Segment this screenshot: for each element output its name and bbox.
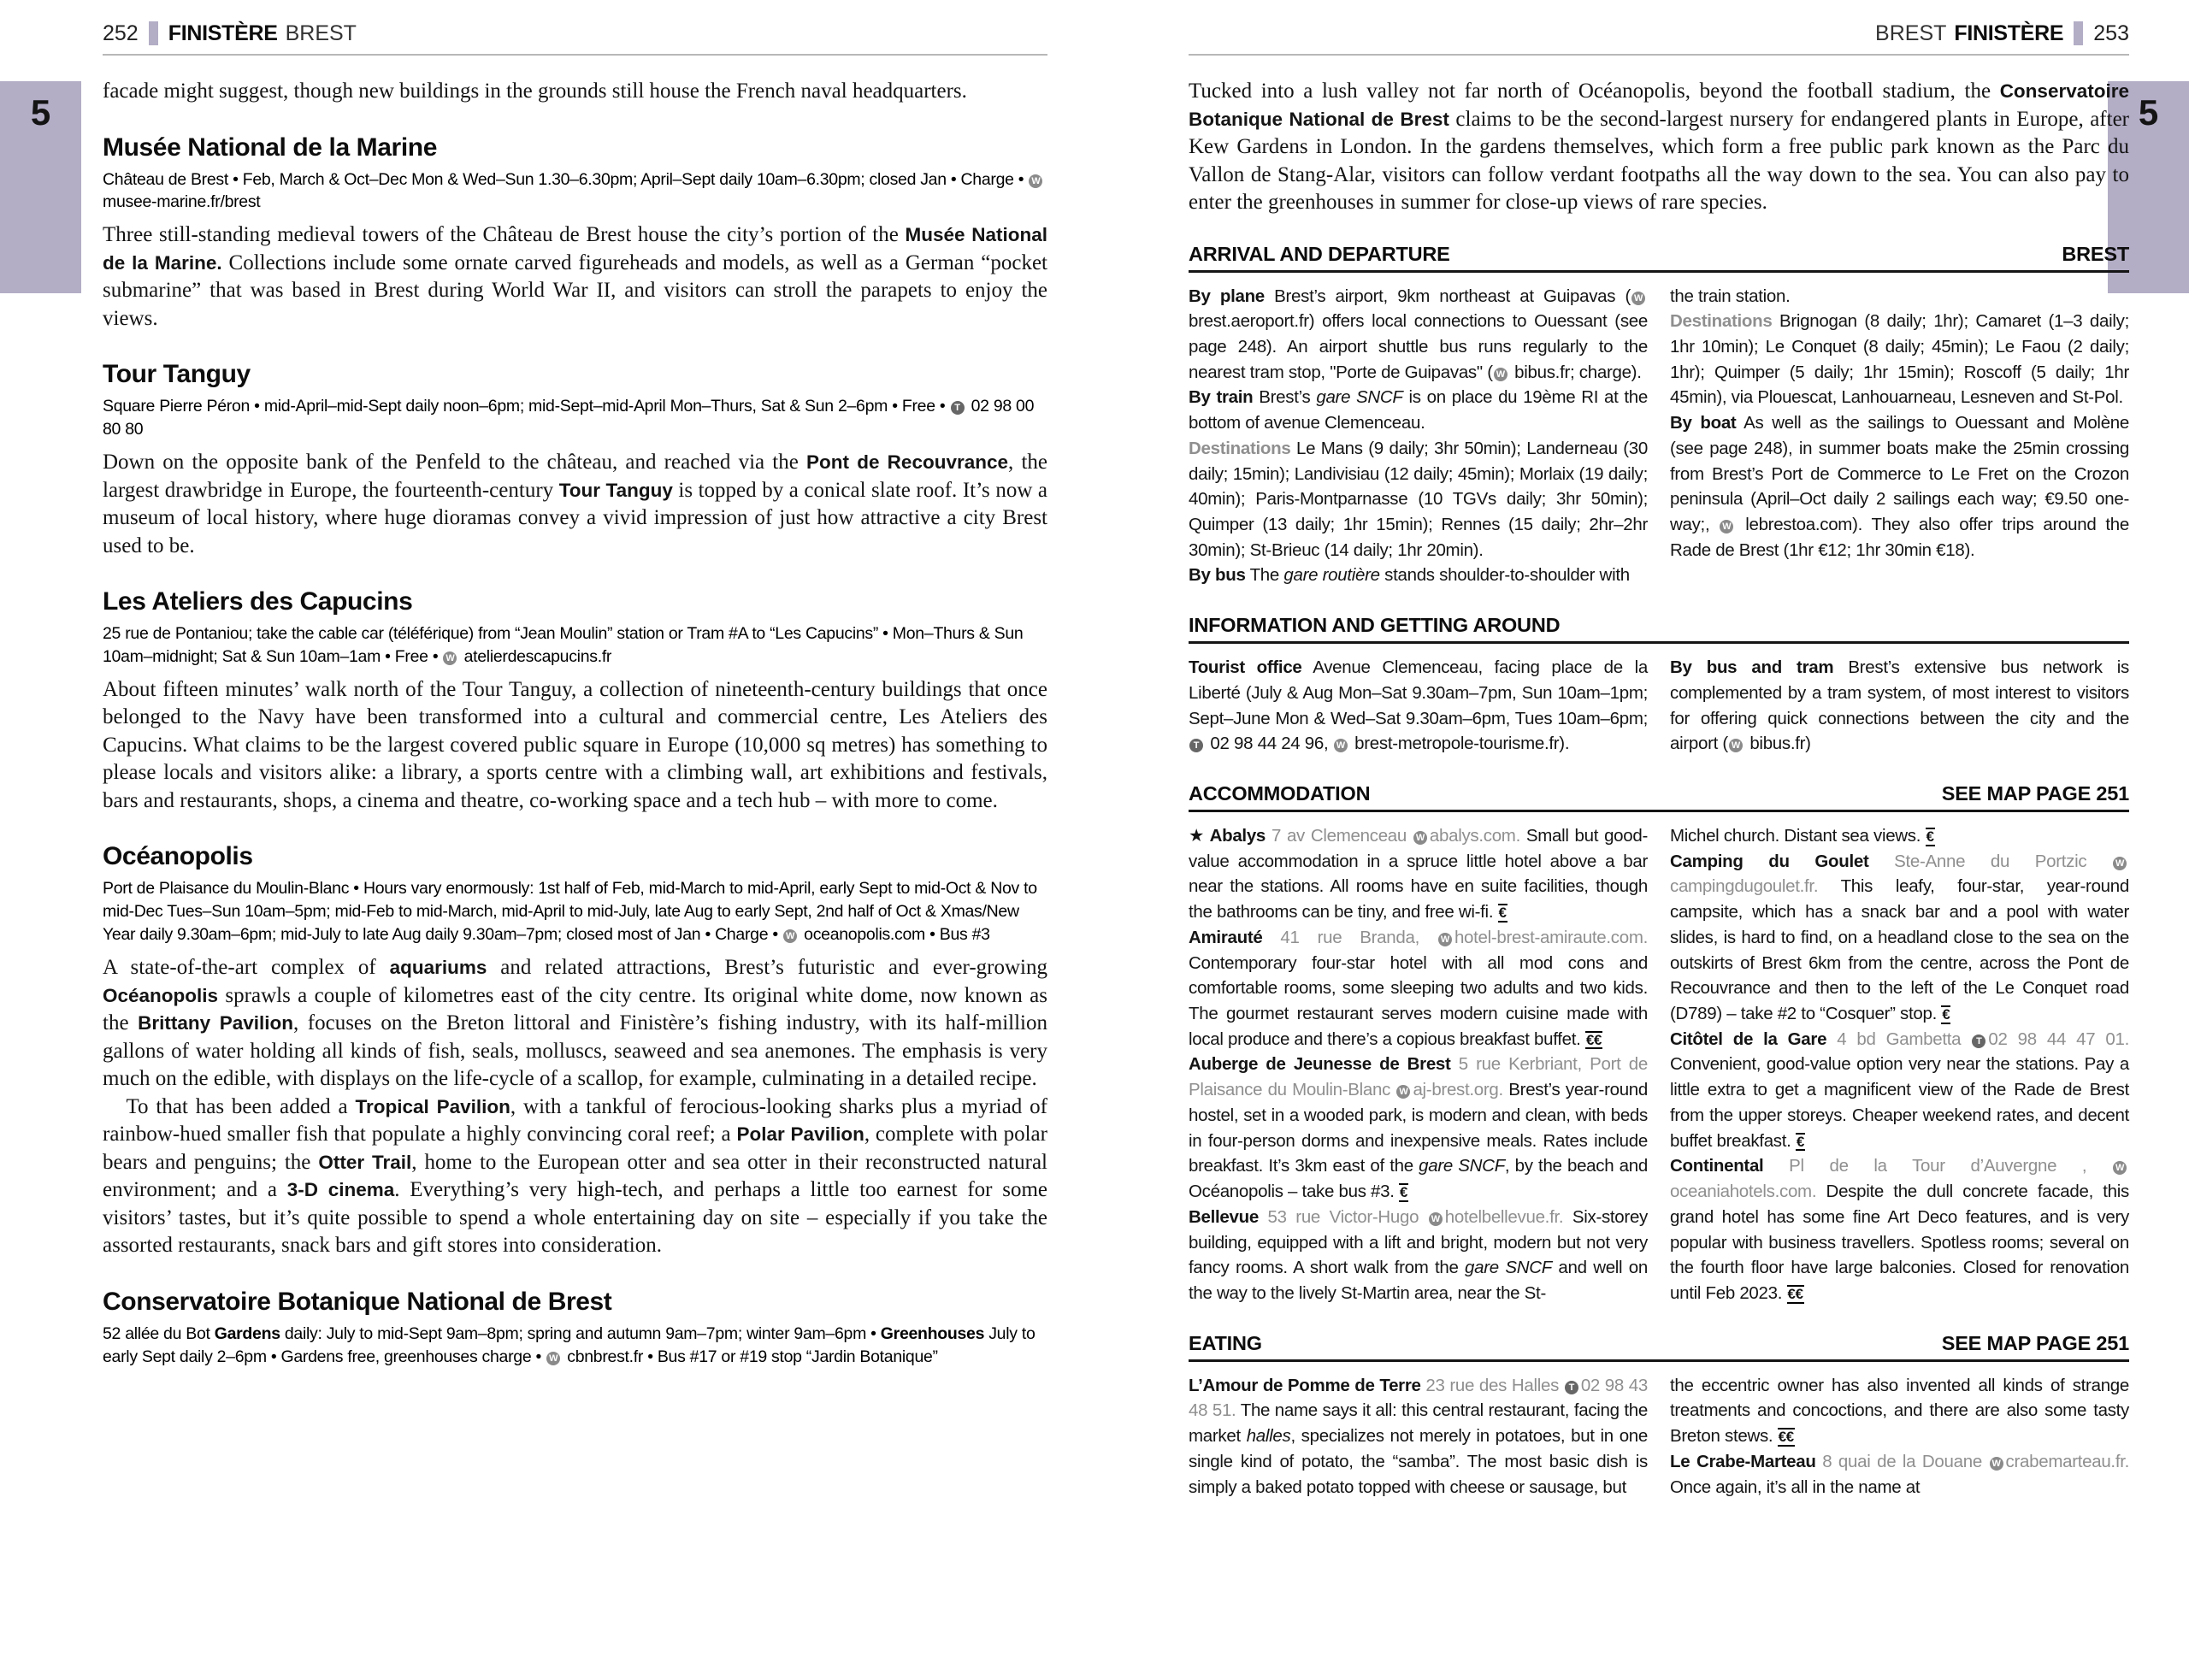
- paragraph: [1670, 655, 2129, 757]
- text-segment: Brest’s airport, 9km northeast at Guipavas (: [1264, 286, 1631, 306]
- paragraph: [1670, 284, 2129, 309]
- page-252: [103, 17, 1047, 1376]
- text-segment: aquariums: [389, 957, 487, 979]
- text-segment: Musée National de la Marine.: [103, 224, 1047, 274]
- header-region-label: FINISTÈRE: [168, 21, 278, 45]
- text-segment: gare SNCF: [1419, 1156, 1505, 1176]
- price-category-icon: €: [1796, 1133, 1804, 1150]
- website-icon: W: [1729, 739, 1743, 752]
- text-segment: 53 rue Victor-Hugo: [1258, 1206, 1428, 1227]
- text-segment: Conservatoire Botanique National de Brest: [1189, 80, 2129, 130]
- text-segment: By bus and tram: [1670, 657, 1834, 678]
- section-title: EATING: [1189, 1331, 1262, 1354]
- text-segment: Port de Plaisance du Moulin-Blanc • Hours vary enormously: 1st half of Feb, mid-March to mid-April, early Sept to mid-Oct & Nov to mid-Dec Tues–Sun 10am–5pm; mid-Feb to mid-March, mid-April to mid-July, late Aug to early Sept, 2nd half of Oct & Xmas/New Year daily 9.30am–6pm; mid-July to late Aug daily 9.30am–7pm; closed most of Jan • Charge •: [103, 879, 1037, 945]
- text-segment: Square Pierre Péron • mid-April–mid-Sept daily noon–6pm; mid-Sept–mid-April Mon–Thurs, Sat & Sun 2–6pm • Free •: [103, 397, 950, 416]
- text-segment: Continental: [1670, 1156, 1764, 1176]
- paragraph: [1189, 655, 1648, 757]
- text-segment: and well on the way to the lively St-Martin area, near the St-: [1189, 1258, 1648, 1303]
- text-segment: Tucked into a lush valley not far north of Océanopolis, beyond the football stadium, the: [1189, 80, 2000, 103]
- text-segment: 4 bd Gambetta: [1826, 1029, 1972, 1049]
- section-right-label: BREST: [2062, 242, 2129, 265]
- text-segment: Brest’s: [1253, 387, 1317, 408]
- sight-body: [103, 954, 1047, 1260]
- website-icon: W: [443, 651, 457, 665]
- text-segment: Brest’s year-round hostel, set in a wooded park, is modern and clean, with beds in four-person dorms and inexpensive meals. Rates include breakfast. It’s 3km east of the: [1189, 1080, 1648, 1176]
- text-segment: , the largest drawbridge in Europe, the fourteenth-century: [103, 451, 1047, 502]
- text-segment: Camping du Goulet: [1670, 851, 1869, 871]
- text-segment: Contemporary four-star hotel with all mod cons and comfortable rooms, some sleeping two adults and two kids. The gourmet restaurant serves modern cuisine made with local produce and there’s a copious breakfast buffet.: [1189, 952, 1648, 1049]
- text-segment: Brittany Pavilion: [138, 1012, 293, 1035]
- text-segment: Le Crabe-Marteau: [1670, 1451, 1816, 1471]
- column-left: [1189, 655, 1648, 757]
- column-left: [1189, 284, 1648, 589]
- text-segment: facade might suggest, though new buildings in the grounds still house the French naval headquarters.: [103, 80, 967, 103]
- text-segment: crabemarteau.fr.: [2005, 1451, 2130, 1471]
- text-segment: By boat: [1670, 413, 1737, 433]
- star-pick-icon: ★: [1189, 826, 1206, 846]
- text-segment: Abalys: [1209, 826, 1266, 846]
- section-header-accommodation: [1189, 782, 2129, 812]
- text-segment: Brignogan (8 daily; 1hr); Camaret (1–3 daily; 1hr 10min); Le Conquet (8 daily; 45min); Le Faou (2 daily; 1hr); Quimper (5 daily; 1hr 15min); Roscoff (5 daily; 1hr 45min), via Plouescat, Lanhouarneau, Lesneven and St-Pol.: [1670, 311, 2129, 408]
- text-segment: 5 rue Kerbriant, Port de Plaisance du Moulin-Blanc: [1189, 1054, 1648, 1100]
- website-icon: W: [1631, 292, 1645, 305]
- paragraph: [1670, 1449, 2129, 1500]
- website-icon: W: [546, 1352, 560, 1365]
- paragraph: [1670, 849, 2129, 1027]
- text-segment: hotel-brest-amiraute.com.: [1454, 927, 1648, 947]
- website-icon: W: [1494, 368, 1508, 381]
- text-segment: Tourist office: [1189, 657, 1302, 678]
- header-accent-bar: [149, 21, 158, 45]
- sight-info-line: [103, 877, 1047, 946]
- text-segment: claims to be the second-largest nursery for endangered plants in Europe, after Kew Gardens in London. In the gardens themselves, which form a free public park known as the Parc du Vallon de Stang-Alar, visitors can follow verdant footpaths all the way down to the sea. You can also pay to enter the greenhouses in summer for close-up views of rare species.: [1189, 107, 2129, 214]
- text-segment: Michel church. Distant sea views.: [1670, 826, 1926, 846]
- paragraph: [1670, 410, 2129, 563]
- paragraph: [1670, 1153, 2129, 1306]
- section-title: INFORMATION AND GETTING AROUND: [1189, 614, 1561, 637]
- text-segment: Brest’s extensive bus network is complemented by a tram system, of most interest to visitors for offering quick connections between the city and the airport (: [1670, 657, 2129, 754]
- text-segment: 02 98 43 48 51.: [1189, 1375, 1648, 1421]
- paragraph: [1189, 1205, 1648, 1306]
- header-place-label: BREST: [285, 21, 357, 45]
- price-category-icon: €: [1400, 1184, 1408, 1201]
- text-segment: Destinations: [1670, 311, 1773, 332]
- website-icon: W: [1990, 1457, 2003, 1471]
- sight-title: Conservatoire Botanique National de Brest: [103, 1287, 612, 1316]
- paragraph: [103, 954, 1047, 1093]
- section-title: ARRIVAL AND DEPARTURE: [1189, 242, 1450, 265]
- header-region-label: FINISTÈRE: [1954, 21, 2064, 45]
- sight-info-line: [103, 395, 1047, 441]
- paragraph: [1189, 436, 1648, 563]
- text-segment: 02 98 00 80 80: [103, 397, 1035, 439]
- text-segment: Otter Trail: [318, 1151, 412, 1173]
- text-segment: 02 98 44 24 96,: [1206, 734, 1333, 754]
- page-253: [1189, 17, 2129, 1500]
- text-segment: By train: [1189, 387, 1254, 408]
- text-segment: brest.aeroport.fr) offers local connections to Ouessant (see page 248). An airport shuttle bus runs regularly to the nearest tram stop, "Porte de Guipavas" (: [1189, 311, 1648, 382]
- text-segment: , home to the European otter and sea otter in their reconstructed natural environment; and a: [103, 1150, 1047, 1202]
- text-segment: Auberge de Jeunesse de Brest: [1189, 1054, 1451, 1075]
- text-segment: Six-storey building, equipped with a lift and bright, modern but not very fancy rooms. A short walk from the: [1189, 1206, 1648, 1278]
- chapter-number: 5: [30, 92, 51, 133]
- text-segment: oceanopolis.com • Bus #3: [799, 925, 990, 945]
- text-segment: L’Amour de Pomme de Terre: [1189, 1375, 1421, 1395]
- sight-title: Les Ateliers des Capucins: [103, 587, 413, 616]
- paragraph: [1189, 1373, 1648, 1500]
- text-segment: Once again, it’s all in the name at: [1670, 1477, 1921, 1497]
- text-segment: Collections include some ornate carved figureheads and models, as well as a German “pocket submarine” that was based in Brest during World War II, and visitors can stroll the parapets to enjoy the views.: [103, 251, 1048, 330]
- sight-info-line: [103, 168, 1047, 215]
- phone-icon: T: [1565, 1381, 1578, 1394]
- website-icon: W: [1396, 1085, 1410, 1099]
- column-right: [1670, 823, 2129, 1306]
- text-segment: To that has been added a: [126, 1094, 356, 1118]
- website-icon: W: [1438, 933, 1452, 946]
- text-segment: musee-marine.fr/brest: [103, 192, 261, 212]
- paragraph: [1189, 284, 1648, 386]
- website-icon: W: [1334, 739, 1348, 752]
- text-segment: brest-metropole-tourisme.fr).: [1349, 734, 1570, 754]
- text-segment: 3-D cinema: [286, 1179, 395, 1201]
- price-category-icon: €: [1926, 828, 1934, 845]
- text-segment: 41 rue Branda,: [1262, 927, 1437, 947]
- text-segment: Destinations: [1189, 438, 1291, 458]
- text-segment: Citôtel de la Gare: [1670, 1029, 1827, 1049]
- text-segment: A state-of-the-art complex of: [103, 956, 390, 980]
- price-category-icon: €€: [1787, 1285, 1803, 1302]
- text-segment: Polar Pavilion: [736, 1123, 864, 1146]
- section-title: ACCOMMODATION: [1189, 782, 1371, 805]
- text-segment: the train station.: [1670, 286, 1791, 306]
- text-segment: the eccentric owner has also invented all kinds of strange treatments and concoctions, and there are also some tasty Breton stews.: [1670, 1375, 2129, 1447]
- text-segment: , by the beach and Océanopolis – take bus #3.: [1189, 1156, 1648, 1202]
- text-segment: Down on the opposite bank of the Penfeld to the château, and reached via the: [103, 451, 807, 475]
- paragraph: [1670, 823, 2129, 849]
- text-segment: Pl de la Tour d’Auvergne ,: [1763, 1156, 2112, 1176]
- text-segment: 23 rue des Halles: [1420, 1375, 1564, 1395]
- text-segment: gare routière: [1283, 565, 1380, 586]
- chapter-tab-left: [0, 81, 81, 293]
- price-category-icon: €: [1942, 1006, 1950, 1023]
- paragraph: [1189, 385, 1648, 435]
- paragraph: [103, 676, 1047, 816]
- section-columns: [1189, 823, 2129, 1306]
- text-segment: , complete with polar bears and penguins; the: [103, 1123, 1047, 1174]
- intro-continuation: [103, 78, 1047, 106]
- paragraph: [1189, 823, 1648, 925]
- paragraph: [103, 221, 1047, 333]
- chapter-number: 5: [2138, 92, 2159, 133]
- section-right-label: SEE MAP PAGE 251: [1941, 782, 2129, 805]
- paragraph: [1670, 309, 2129, 410]
- intro-paragraph: [1189, 78, 2129, 217]
- paragraph: [103, 1093, 1047, 1260]
- phone-icon: T: [951, 401, 965, 415]
- text-segment: halles: [1246, 1426, 1291, 1447]
- paragraph: [1189, 1052, 1648, 1204]
- text-segment: daily: July to mid-Sept 9am–8pm; spring and autumn 9am–7pm; winter 9am–6pm •: [280, 1323, 881, 1343]
- section-header-information: [1189, 614, 2129, 644]
- page-header-right: [1189, 17, 2129, 50]
- text-segment: 52 allée du Bot: [103, 1323, 215, 1343]
- website-icon: W: [2113, 1161, 2127, 1175]
- website-icon: W: [1720, 520, 1733, 533]
- section-columns: [1189, 1373, 2129, 1500]
- paragraph: [1670, 1373, 2129, 1449]
- price-category-icon: €€: [1778, 1429, 1794, 1446]
- page-number: 253: [2093, 21, 2129, 45]
- sight-title: Océanopolis: [103, 842, 253, 871]
- text-segment: By plane: [1189, 286, 1265, 306]
- page-number: 252: [103, 21, 139, 45]
- text-segment: oceaniahotels.com.: [1670, 1182, 1817, 1202]
- text-segment: Small but good-value accommodation in a spruce little hotel above a bar near the stations. All rooms have en suite facilities, though the bathrooms can be tiny, and free wi-fi.: [1189, 826, 1648, 923]
- text-segment: gare SNCF: [1316, 387, 1403, 408]
- text-segment: hotelbellevue.fr.: [1444, 1206, 1564, 1227]
- text-segment: and related attractions, Brest’s futuristic and ever-growing: [487, 956, 1048, 980]
- text-segment: 02 98 44 47 01.: [1988, 1029, 2129, 1049]
- text-segment: campingdugoulet.fr.: [1670, 876, 1819, 897]
- column-left: [1189, 1373, 1648, 1500]
- text-segment: is on place du 19ème RI at the bottom of avenue Clemenceau.: [1189, 387, 1648, 433]
- text-segment: About fifteen minutes’ walk north of the Tour Tanguy, a collection of nineteenth-century buildings that once belonged to the Navy have been transformed into a cultural and commercial centre, Les Ateliers des Capucins. What claims to be the largest covered public square in Europe (10,000 sq metres) has something to please locals and visitors alike: a library, a sports centre with a climbing wall, art exhibitions and festivals, bars and restaurants, shops, a cinema and theatre, co-working space and a tech hub – with more to come.: [103, 677, 1047, 812]
- text-segment: atelierdescapucins.fr: [459, 647, 612, 667]
- text-segment: , specializes not merely in potatoes, but in one single kind of potato, the “samba”. The most basic dish is simply a baked potato topped with cheese or sausage, but: [1189, 1426, 1649, 1497]
- text-segment: lebrestoa.com). They also offer trips around the Rade de Brest (1hr €12; 1hr 30min €18).: [1670, 514, 2129, 560]
- sight-body: [103, 676, 1047, 816]
- text-segment: aj-brest.org.: [1413, 1080, 1503, 1100]
- column-right: [1670, 655, 2129, 757]
- text-segment: stands shoulder-to-shoulder with: [1379, 565, 1630, 586]
- paragraph: [103, 449, 1047, 560]
- website-icon: W: [1429, 1212, 1443, 1226]
- website-icon: W: [2113, 857, 2127, 870]
- sight-info-line: [103, 1323, 1047, 1369]
- text-segment: abalys.com.: [1429, 826, 1520, 846]
- section-right-label: SEE MAP PAGE 251: [1941, 1331, 2129, 1354]
- text-segment: Avenue Clemenceau, facing place de la Liberté (July & Aug Mon–Sat 9.30am–7pm, Sun 10am–1pm; Sept–June Mon & Wed–Sat 9.30am–6pm, Tues 10am–6pm;: [1189, 657, 1648, 728]
- text-segment: sprawls a couple of kilometres east of the city centre. Its original white dome, now known as the: [103, 983, 1047, 1035]
- text-segment: The name says it all: this central restaurant, facing the market: [1189, 1400, 1648, 1447]
- paragraph: [1189, 563, 1648, 588]
- text-segment: July to early Sept daily 2–6pm • Gardens free, greenhouses charge •: [103, 1323, 1035, 1366]
- text-segment: cbnbrest.fr • Bus #17 or #19 stop “Jardin Botanique”: [563, 1347, 938, 1366]
- website-icon: W: [783, 929, 797, 943]
- text-segment: As well as the sailings to Ouessant and Molène (see page 248), in summer boats make the 25min crossing from Brest’s Port de Commerce to Le Fret on the Crozon peninsula (April–Oct daily 2 sailings each way; €9.50 one-way;,: [1670, 413, 2129, 534]
- paragraph: [1189, 925, 1648, 1052]
- header-place-label: BREST: [1875, 21, 1947, 45]
- text-segment: bibus.fr): [1744, 734, 1811, 754]
- text-segment: gare SNCF: [1465, 1258, 1552, 1278]
- column-right: [1670, 1373, 2129, 1500]
- paragraph: [1670, 1027, 2129, 1154]
- text-segment: Despite the dull concrete facade, this grand hotel has some fine Art Deco features, and is very popular with business travellers. Spotless rooms; several on the fourth floor have large balconies. Closed for renovation until Feb 2023.: [1670, 1182, 2129, 1303]
- text-segment: Bellevue: [1189, 1206, 1259, 1227]
- website-icon: W: [1029, 174, 1042, 188]
- price-category-icon: €: [1498, 905, 1507, 922]
- section-header-eating: [1189, 1332, 2129, 1362]
- text-segment: Tour Tanguy: [558, 479, 673, 501]
- text-segment: bibus.fr; charge).: [1509, 362, 1642, 382]
- text-segment: Océanopolis: [103, 984, 219, 1006]
- price-category-icon: €€: [1585, 1031, 1602, 1048]
- text-segment: Greenhouses: [880, 1323, 985, 1343]
- paragraph: [1189, 78, 2129, 217]
- text-segment: 7 av Clemenceau: [1266, 826, 1413, 846]
- text-segment: is topped by a conical slate roof. It’s now a museum of local history, where huge dioramas convey a vivid impression of just how attractive a city Brest used to be.: [103, 478, 1047, 557]
- text-segment: By bus: [1189, 565, 1246, 586]
- page-header-left: [103, 17, 1047, 50]
- text-segment: Three still-standing medieval towers of the Château de Brest house the city’s portion of the: [103, 223, 906, 247]
- column-left: [1189, 823, 1648, 1306]
- text-segment: Château de Brest • Feb, March & Oct–Dec Mon & Wed–Sun 1.30–6.30pm; April–Sept daily 10am–6.30pm; closed Jan • Charge •: [103, 169, 1029, 189]
- column-right: [1670, 284, 2129, 589]
- text-segment: This leafy, four-star, year-round campsite, which has a snack bar and a pool with water slides, is hard to find, on a headland close to the sea on the outskirts of Brest 6km from the centre, across the Pont de Recouvrance and then to the left of the Le Conquet road (D789) – take #2 to “Cosquer” stop.: [1670, 876, 2129, 1024]
- text-segment: Tropical Pavilion: [355, 1095, 510, 1117]
- phone-icon: T: [1189, 739, 1203, 752]
- text-segment: , with a tankful of ferocious-looking sharks plus a myriad of rainbow-hued smaller fish that populate a highly convincing coral reef; a: [103, 1094, 1047, 1147]
- text-segment: Pont de Recouvrance: [806, 451, 1008, 474]
- text-segment: 25 rue de Pontaniou; take the cable car (téléférique) from “Jean Moulin” station or Tram #A to “Les Capucins” • Mon–Thurs & Sun 10am–midnight; Sat & Sun 10am–1am • Free •: [103, 624, 1024, 667]
- text-segment: The: [1245, 565, 1284, 586]
- paragraph: [103, 78, 1047, 106]
- text-segment: Le Mans (9 daily; 3hr 50min); Landerneau (30 daily; 15min); Landivisiau (12 daily; 45min); Morlaix (19 daily; 40min); Paris-Montparnasse (10 TGVs daily; 3hr 50min); Quimper (13 daily; 1hr 15min); Rennes (15 daily; 2hr–2hr 30min); St-Brieuc (14 daily; 1hr 20min).: [1189, 438, 1648, 560]
- website-icon: W: [1413, 831, 1427, 845]
- sight-body: [103, 221, 1047, 333]
- text-segment: . Everything’s very high-tech, and perhaps a little too earnest for some visitors’ tastes, but it’s quite possible to spend a whole entertaining day on site – especially if you take the assorted restaurants, snack bars and gift stores into consideration.: [103, 1178, 1047, 1258]
- sight-body: [103, 449, 1047, 560]
- text-segment: 8 quai de la Douane: [1815, 1451, 1989, 1471]
- sight-info-line: [103, 622, 1047, 669]
- sight-title: Musée National de la Marine: [103, 133, 437, 162]
- section-columns: [1189, 655, 2129, 757]
- section-header-arrival: [1189, 243, 2129, 273]
- header-rule: [103, 54, 1047, 56]
- text-segment: Amirauté: [1189, 927, 1263, 947]
- sight-title: Tour Tanguy: [103, 360, 251, 389]
- phone-icon: T: [1972, 1035, 1985, 1048]
- text-segment: Ste-Anne du Portzic: [1868, 851, 2112, 871]
- text-segment: Convenient, good-value option very near the stations. Pay a little extra to get a magnificent view of the Rade de Brest from the upper storeys. Cheaper weekend rates, and decent buffet breakfast.: [1670, 1054, 2129, 1151]
- section-columns: [1189, 284, 2129, 589]
- header-accent-bar: [2074, 21, 2083, 45]
- text-segment: Gardens: [214, 1323, 280, 1343]
- header-rule: [1189, 54, 2129, 56]
- text-segment: , focuses on the Breton littoral and Finistère’s fishing industry, with its half-million gallons of water holding all kinds of fish, seals, molluscs, seaweed and sea anemones. The emphasis is very much on the edible, with displays on the life-cycle of a scallop, for example, culminating in a detailed recipe.: [103, 1011, 1047, 1091]
